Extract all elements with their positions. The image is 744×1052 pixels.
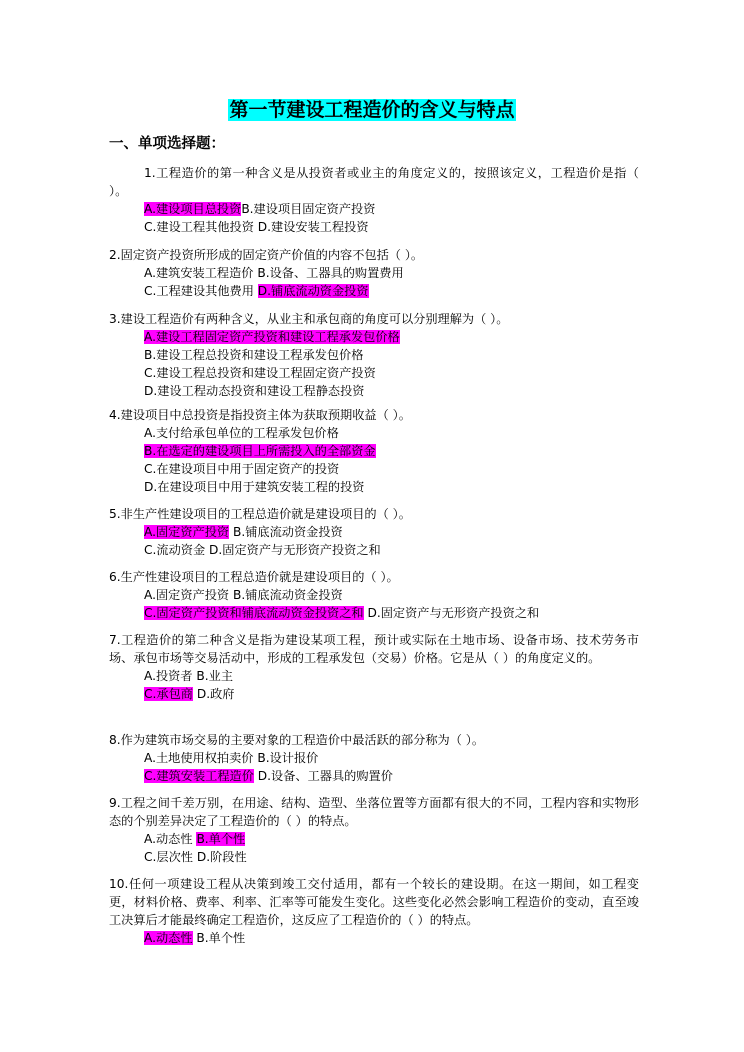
option-text: A.投资者 B.业主 bbox=[144, 669, 234, 683]
option-text: C.在建设项目中用于固定资产的投资 bbox=[144, 462, 340, 476]
question-10 bbox=[109, 875, 639, 947]
question-8 bbox=[109, 731, 639, 785]
option-text: C.工程建设其他费用 bbox=[144, 284, 258, 298]
option-line bbox=[109, 382, 639, 400]
highlighted-answer: C.承包商 bbox=[144, 687, 193, 701]
question-4 bbox=[109, 406, 639, 496]
option-line bbox=[109, 264, 639, 282]
option-text: D.固定资产与无形资产投资之和 bbox=[363, 606, 540, 620]
option-line bbox=[109, 460, 639, 478]
highlighted-answer: A.建设工程固定资产投资和建设工程承发包价格 bbox=[144, 330, 400, 344]
option-line bbox=[109, 328, 639, 346]
option-line bbox=[109, 478, 639, 496]
option-line bbox=[109, 200, 639, 218]
question-stem: 8.作为建筑市场交易的主要对象的工程造价中最活跃的部分称为（ ）。 bbox=[109, 733, 485, 747]
option-text: A.动态性 bbox=[144, 832, 197, 846]
question-stem: 3.建设工程造价有两种含义，从业主和承包商的角度可以分别理解为（ ）。 bbox=[109, 312, 509, 326]
highlighted-answer: C.固定资产投资和铺底流动资金投资之和 bbox=[144, 606, 364, 620]
option-line bbox=[109, 848, 639, 866]
document-title bbox=[0, 96, 744, 124]
question-5 bbox=[109, 505, 639, 559]
highlighted-answer: A.动态性 bbox=[144, 931, 193, 945]
option-line bbox=[109, 604, 639, 622]
question-stem: 10.任何一项建设工程从决策到竣工交付适用，都有一个较长的建设期。在这一期间，如工程变更，材料价格、费率、利率、汇率等可能发生变化。这些变化必然会影响工程造价的变动，直至竣工决算后才能最终确定工程造价，这反应了工程造价的（ ）的特点。 bbox=[109, 877, 639, 927]
question-3 bbox=[109, 310, 639, 400]
option-line bbox=[109, 442, 639, 460]
option-line bbox=[109, 685, 639, 703]
option-line bbox=[109, 749, 639, 767]
option-line bbox=[109, 218, 639, 236]
option-text: A.建筑安装工程造价 bbox=[144, 266, 254, 280]
option-text: D.建设安装工程投资 bbox=[253, 220, 369, 234]
highlighted-answer: B.单个性 bbox=[196, 832, 246, 846]
question-stem: 1.工程造价的第一种含义是从投资者或业主的角度定义的，按照该定义，工程造价是指（ ）。 bbox=[109, 166, 639, 198]
option-text: C.建设工程其他投资 bbox=[144, 220, 254, 234]
highlighted-answer: A.建设项目总投资 bbox=[144, 202, 242, 216]
option-text: B.铺底流动资金投资 bbox=[229, 525, 343, 539]
highlighted-answer: C.建筑安装工程造价 bbox=[144, 769, 254, 783]
option-line bbox=[109, 364, 639, 382]
section-heading: 一、单项选择题： bbox=[109, 136, 225, 152]
option-line bbox=[109, 424, 639, 442]
question-stem: 6.生产性建设项目的工程总造价就是建设项目的（ ）。 bbox=[109, 570, 399, 584]
option-text: D.在建设项目中用于建筑安装工程的投资 bbox=[144, 480, 365, 494]
option-line bbox=[109, 929, 639, 947]
question-6 bbox=[109, 568, 639, 622]
option-line bbox=[109, 667, 639, 685]
option-line bbox=[109, 541, 639, 559]
question-stem: 4.建设项目中总投资是指投资主体为获取预期收益（ ）。 bbox=[109, 408, 411, 422]
option-line bbox=[109, 767, 639, 785]
question-2 bbox=[109, 246, 639, 300]
question-9 bbox=[109, 794, 639, 866]
question-stem: 2.固定资产投资所形成的固定资产价值的内容不包括（ ）。 bbox=[109, 248, 424, 262]
question-7 bbox=[109, 631, 639, 703]
option-text: C.建设工程总投资和建设工程固定资产投资 bbox=[144, 366, 376, 380]
option-text: A.固定资产投资 B.铺底流动资金投资 bbox=[144, 588, 343, 602]
question-stem: 9.工程之间千差万别，在用途、结构、造型、坐落位置等方面都有很大的不同，工程内容和实物形态的个别差异决定了工程造价的（ ）的特点。 bbox=[109, 796, 639, 828]
option-text: B.单个性 bbox=[192, 931, 246, 945]
option-text: B.设备、工器具的购置费用 bbox=[253, 266, 404, 280]
option-text: B.建设项目固定资产投资 bbox=[241, 202, 376, 216]
highlighted-answer: A.固定资产投资 bbox=[144, 525, 230, 539]
question-stem: 7.工程造价的第二种含义是指为建设某项工程，预计或实际在土地市场、设备市场、技术劳务市场、承包市场等交易活动中，形成的工程承发包（交易）价格。它是从（ ）的角度定义的。 bbox=[109, 633, 639, 665]
option-text: D.设备、工器具的购置价 bbox=[253, 769, 393, 783]
option-text: C.层次性 D.阶段性 bbox=[144, 850, 247, 864]
option-text: C.流动资金 D.固定资产与无形资产投资之和 bbox=[144, 543, 381, 557]
title-highlight: 第一节建设工程造价的含义与特点 bbox=[229, 99, 515, 121]
option-text: A.土地使用权拍卖价 B.设计报价 bbox=[144, 751, 319, 765]
question-stem: 5.非生产性建设项目的工程总造价就是建设项目的（ ）。 bbox=[109, 507, 411, 521]
option-text: B.建设工程总投资和建设工程承发包价格 bbox=[144, 348, 364, 362]
option-line bbox=[109, 282, 639, 300]
option-line bbox=[109, 586, 639, 604]
option-line bbox=[109, 346, 639, 364]
option-text: D.建设工程动态投资和建设工程静态投资 bbox=[144, 384, 365, 398]
option-line bbox=[109, 830, 639, 848]
option-text: D.政府 bbox=[192, 687, 235, 701]
option-line bbox=[109, 523, 639, 541]
question-1 bbox=[109, 164, 639, 236]
highlighted-answer: D.铺底流动资金投资 bbox=[257, 284, 369, 298]
option-text: A.支付给承包单位的工程承发包价格 bbox=[144, 426, 339, 440]
highlighted-answer: B.在选定的建设项目上所需投入的全部资金 bbox=[144, 444, 376, 458]
